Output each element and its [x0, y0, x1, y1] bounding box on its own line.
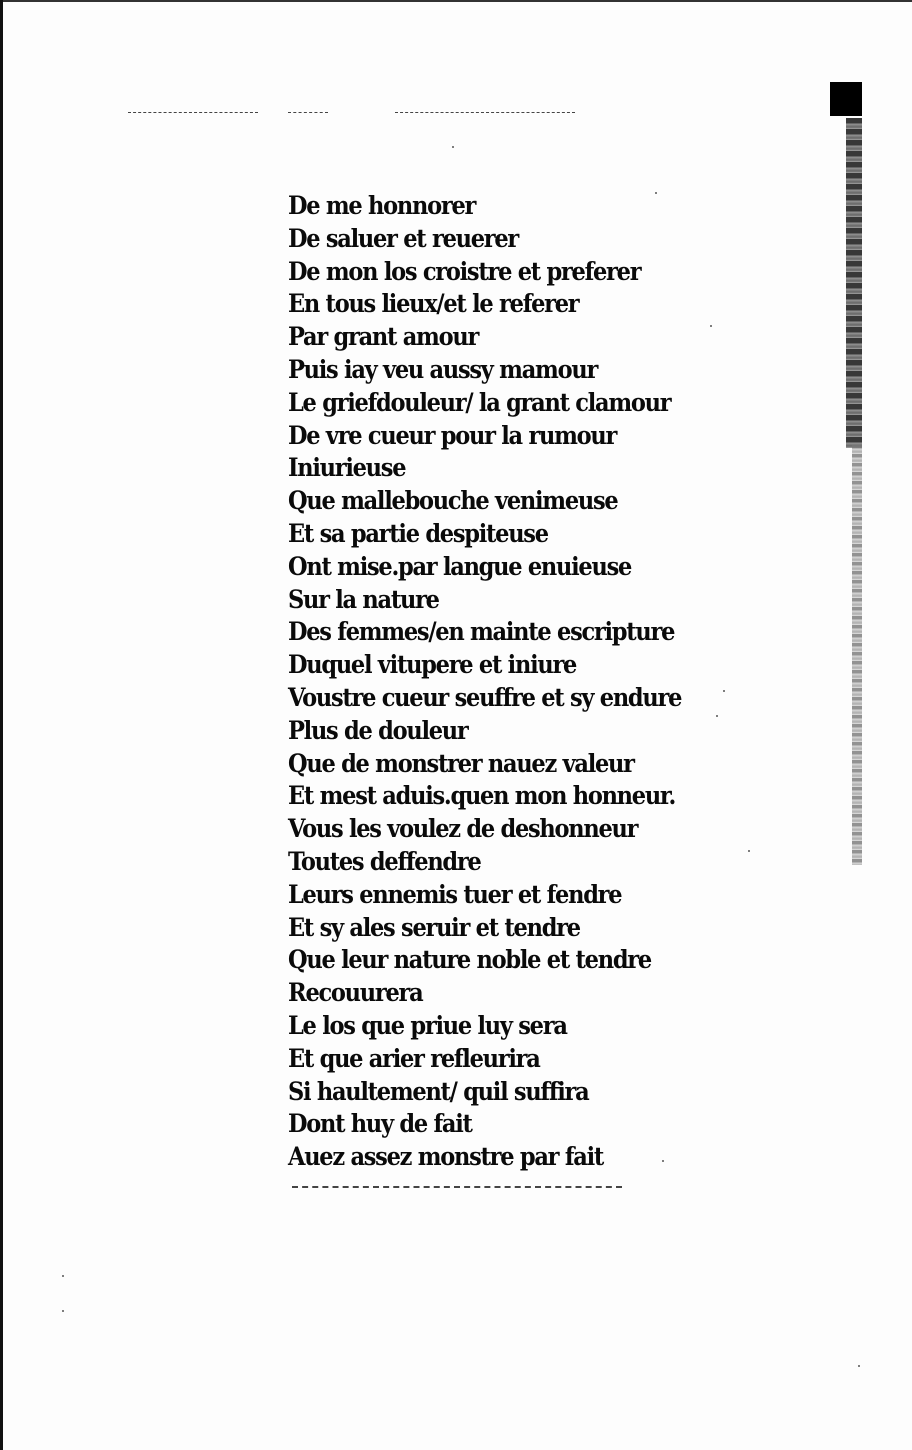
- verse-line: Le griefdouleur/ la grant clamour: [288, 387, 671, 417]
- ink-speck: [62, 1310, 64, 1312]
- verse-line: Auez assez monstre par fait: [288, 1142, 603, 1172]
- verse-line: Leurs ennemis tuer et fendre: [288, 879, 622, 909]
- scan-page-edge-shadow: [830, 82, 862, 116]
- scan-page-edge-strip: [846, 118, 862, 448]
- verse-line: Sur la nature: [288, 584, 439, 614]
- scan-top-edge: [0, 0, 912, 2]
- verse-line: Et sa partie despiteuse: [288, 518, 548, 548]
- scan-page-edge-strip-lower: [852, 445, 862, 865]
- top-dash-line: [128, 112, 258, 113]
- ink-speck: [858, 1365, 860, 1367]
- top-dash-line: [288, 112, 328, 113]
- verse-line: Si haultement/ quil suffira: [288, 1076, 589, 1106]
- verse-line: Vous les voulez de deshonneur: [288, 814, 638, 844]
- verse-text: [288, 190, 758, 1174]
- ink-speck: [62, 1275, 64, 1277]
- verse-line: Et mest aduis.quen mon honneur.: [288, 781, 676, 811]
- verse-line: Recouurera: [288, 978, 423, 1008]
- verse-line: En tous lieux/et le referer: [288, 289, 579, 319]
- verse-line: Que de monstrer nauez valeur: [288, 748, 634, 778]
- verse-line: Dont huy de fait: [288, 1109, 472, 1139]
- verse-line: Que mallebouche venimeuse: [288, 486, 618, 516]
- verse-line: Iniurieuse: [288, 453, 406, 483]
- verse-line: Des femmes/en mainte escripture: [288, 617, 675, 647]
- verse-line: Le los que priue luy sera: [288, 1010, 567, 1040]
- verse-line: De saluer et reuerer: [288, 223, 519, 253]
- verse-line: Et sy ales seruir et tendre: [288, 912, 580, 942]
- verse-line: Ont mise.par langue enuieuse: [288, 551, 632, 581]
- verse-line: Toutes deffendre: [288, 846, 481, 876]
- verse-line: Par grant amour: [288, 322, 479, 352]
- verse-line: Puis iay veu aussy mamour: [288, 354, 598, 384]
- ink-speck: [452, 146, 454, 148]
- verse-line: Que leur nature noble et tendre: [288, 945, 651, 975]
- verse-line: De me honnorer: [288, 191, 476, 220]
- verse-line: Voustre cueur seuffre et sy endure: [288, 682, 682, 712]
- bottom-rule: [292, 1186, 622, 1188]
- verse-line: Et que arier refleurira: [288, 1043, 540, 1073]
- top-dash-line: [395, 112, 575, 113]
- verse-line: De vre cueur pour la rumour: [288, 420, 617, 450]
- verse-line: Duquel vitupere et iniure: [288, 650, 577, 680]
- verse-line: Plus de douleur: [288, 715, 468, 745]
- verse-line: De mon los croistre et preferer: [288, 256, 641, 286]
- scan-left-edge: [0, 0, 3, 1450]
